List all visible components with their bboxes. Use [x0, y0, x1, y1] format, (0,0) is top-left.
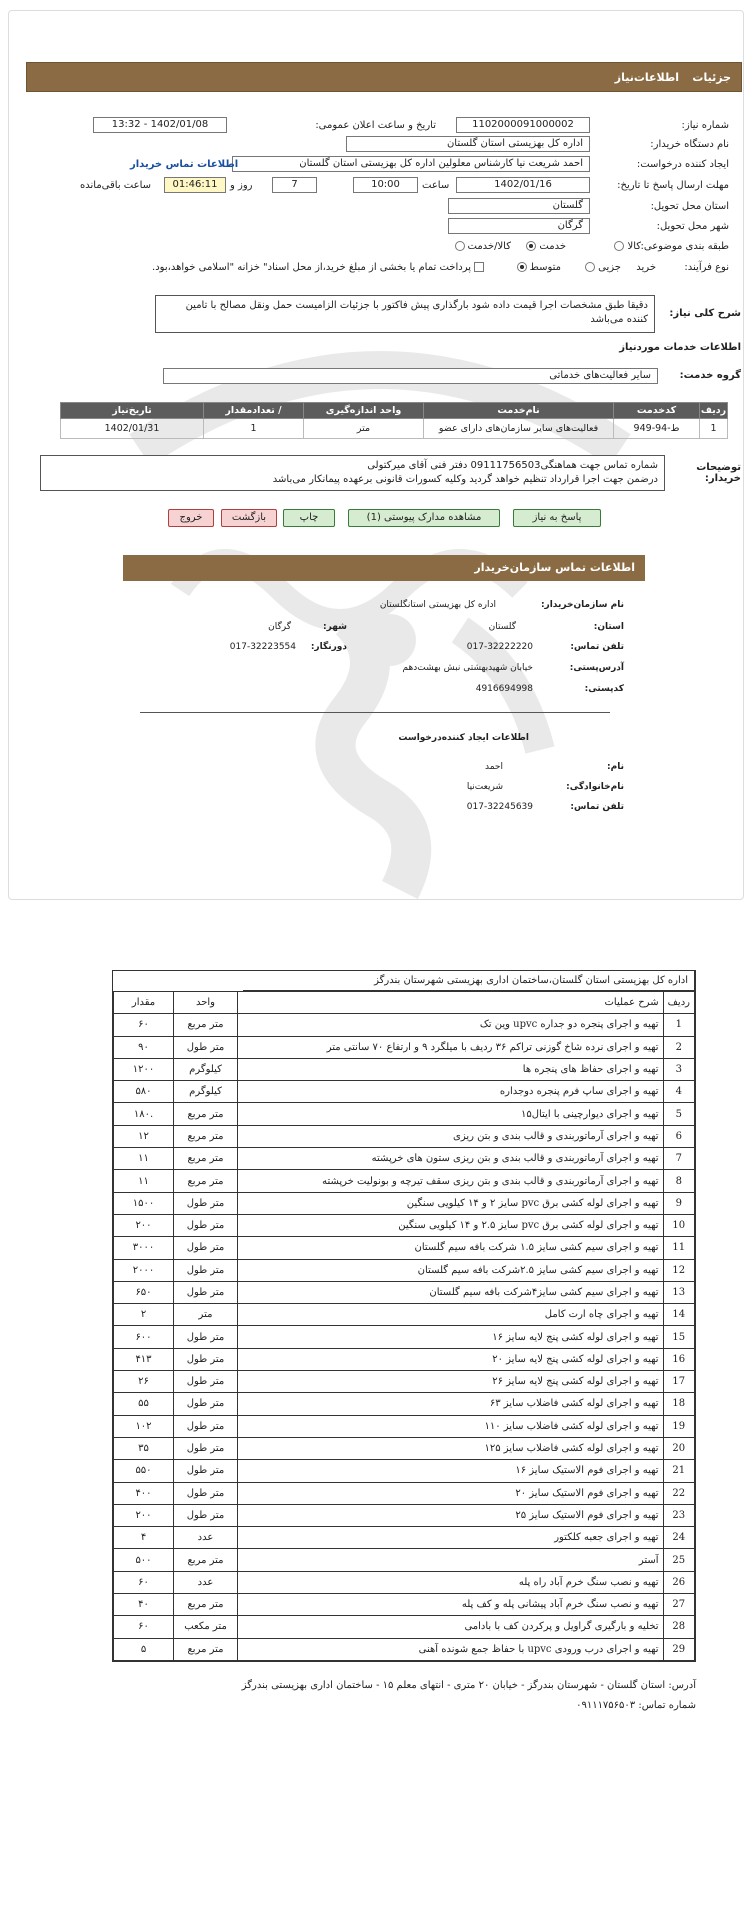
row-number: 8: [663, 1170, 694, 1192]
row-description: تهیه و اجرای لوله کشی فاضلاب سایز ۶۳: [238, 1393, 664, 1415]
row-unit: متر مربع: [174, 1148, 238, 1170]
cell-name: فعالیت‌های سایر سازمان‌های دارای عضو: [424, 419, 614, 439]
service-group-label: گروه خدمت:: [679, 370, 741, 381]
col-name: نام‌خدمت: [424, 403, 614, 419]
row-number: 2: [663, 1036, 694, 1058]
table-row: [114, 1148, 695, 1170]
row-unit: متر طول: [174, 1504, 238, 1526]
postal-label: کدپستی:: [584, 684, 624, 694]
row-unit: متر طول: [174, 1437, 238, 1459]
province-field: گلستان: [448, 198, 590, 214]
table-row: [114, 1192, 695, 1214]
org-value: اداره کل بهزیستی استانگلستان: [379, 600, 496, 610]
announce-field: 1402/01/08 - 13:32: [93, 117, 227, 133]
row-quantity: .۱۸۰: [114, 1103, 174, 1125]
row-unit: متر طول: [174, 1326, 238, 1348]
row-unit: متر مربع: [174, 1594, 238, 1616]
row-quantity: ۵۸۰: [114, 1081, 174, 1103]
attached-docs-button[interactable]: مشاهده مدارک پیوستی (1): [348, 509, 500, 527]
row-quantity: ۵۰۰: [114, 1549, 174, 1571]
phone-label: تلفن تماس:: [570, 642, 624, 652]
row-quantity: ۶۵۰: [114, 1281, 174, 1303]
row-description: تهیه و اجرای جعبه کلکتور: [238, 1527, 664, 1549]
creator-phone-label: تلفن تماس:: [570, 802, 624, 812]
row-description: تهیه و اجرای آرماتوربندی و قالب بندی و بتن ریزی سقف تیرچه و بونولیت خرپشته: [238, 1170, 664, 1192]
row-unit: متر طول: [174, 1237, 238, 1259]
family-label: نام‌خانوادگی:: [566, 782, 624, 792]
cell-row: 1: [700, 419, 728, 439]
row-unit: کیلوگرم: [174, 1081, 238, 1103]
row-number: 16: [663, 1348, 694, 1370]
scan-address: آدرس: استان گلستان - شهرستان بندرگز - خیابان ۲۰ متری - انتهای معلم ۱۵ - ساختمان اداری بهزیستی بندرگز: [241, 1680, 696, 1691]
row-description: تهیه و اجرای سیم کشی سایز ۱.۵ شرکت بافه سیم گلستان: [238, 1237, 664, 1259]
reply-button[interactable]: پاسخ به نیاز: [513, 509, 601, 527]
row-unit: عدد: [174, 1571, 238, 1593]
col-code: کدخدمت: [614, 403, 700, 419]
row-unit: متر مربع: [174, 1170, 238, 1192]
table-row: [114, 1103, 695, 1125]
creator-phone-value: 017-32245639: [466, 802, 533, 812]
col-row: ردیف: [700, 403, 728, 419]
operations-table: [113, 991, 695, 1661]
table-row: [114, 1594, 695, 1616]
row-quantity: ۱۲: [114, 1125, 174, 1147]
row-number: 21: [663, 1460, 694, 1482]
row-unit: متر مربع: [174, 1125, 238, 1147]
row-quantity: ۴۰: [114, 1594, 174, 1616]
row-quantity: ۱۱: [114, 1170, 174, 1192]
row-description: تهیه و اجرای لوله کشی برق pvc سایز ۲ و ۱۴ کیلویی سنگین: [238, 1192, 664, 1214]
fax-value: 017-32223554: [229, 642, 296, 652]
contact-section-header: [123, 555, 645, 581]
scanned-operations-table: [112, 970, 696, 1662]
table-row: [114, 1014, 695, 1036]
need-no-label: شماره نیاز:: [681, 120, 729, 131]
radio-icon[interactable]: [455, 241, 465, 251]
table-row: [114, 1259, 695, 1281]
table-row: [114, 1638, 695, 1660]
row-number: 5: [663, 1103, 694, 1125]
tab-details[interactable]: جزئیات: [692, 71, 731, 84]
deadline-date-field: 1402/01/16: [456, 177, 590, 193]
row-quantity: ۴۱۳: [114, 1348, 174, 1370]
row-quantity: ۱۱: [114, 1148, 174, 1170]
table-row: [114, 1571, 695, 1593]
row-description: تهیه و اجرای فوم الاستیک سایز ۱۶: [238, 1460, 664, 1482]
cell-date: 1402/01/31: [61, 419, 204, 439]
scan-phone: شماره تماس: ۰۹۱۱۱۷۵۶۵۰۳: [576, 1700, 696, 1711]
table-row: [114, 1281, 695, 1303]
col-desc: شرح عملیات: [238, 992, 664, 1014]
row-number: 4: [663, 1081, 694, 1103]
row-quantity: ۴: [114, 1527, 174, 1549]
row-number: 29: [663, 1638, 694, 1660]
row-number: 11: [663, 1237, 694, 1259]
row-description: تهیه و اجرای سیم کشی سایز ۲.۵شرکت بافه سیم گلستان: [238, 1259, 664, 1281]
city-c-value: گرگان: [268, 622, 291, 632]
creator-section-title: اطلاعات ایجاد کننده‌درخواست: [398, 733, 529, 743]
row-number: 17: [663, 1371, 694, 1393]
row-unit: متر مربع: [174, 1103, 238, 1125]
province-c-value: گلستان: [488, 622, 516, 632]
org-label: نام سازمان‌خریدار:: [540, 600, 624, 610]
row-number: 3: [663, 1058, 694, 1080]
category-both-option[interactable]: کالا/خدمت: [452, 241, 512, 252]
divider: [140, 712, 610, 713]
row-unit: متر طول: [174, 1415, 238, 1437]
description-label: شرح کلی نیاز:: [669, 308, 741, 319]
row-description: آستر: [238, 1549, 664, 1571]
checkbox-icon[interactable]: [474, 262, 484, 272]
row-description: تخلیه و بارگیری گراویل و پرکردن کف با بادامی: [238, 1616, 664, 1638]
row-quantity: ۶۰: [114, 1571, 174, 1593]
print-button[interactable]: چاپ: [283, 509, 335, 527]
row-number: 10: [663, 1214, 694, 1236]
row-number: 1: [663, 1014, 694, 1036]
table-row: [114, 1170, 695, 1192]
creator-label: ایجاد کننده درخواست:: [636, 159, 729, 170]
row-number: 9: [663, 1192, 694, 1214]
days-field: 7: [272, 177, 317, 193]
row-description: تهیه و اجرای نرده شاخ گوزنی تراکم ۳۶ ردیف با میلگرد ۹ و ارتفاع ۷۰ سانتی متر: [238, 1036, 664, 1058]
row-quantity: ۱۵۰۰: [114, 1192, 174, 1214]
address-label: آدرس‌پستی:: [569, 663, 624, 673]
service-group-field: سایر فعالیت‌های خدماتی: [163, 368, 658, 384]
col-unit: واحد اندازه‌گیری: [304, 403, 424, 419]
need-no-field: 1102000091000002: [456, 117, 590, 133]
process-partial-option[interactable]: جزیی: [582, 262, 621, 273]
col-date: تاریخ‌نیاز: [61, 403, 204, 419]
row-description: تهیه و اجرای فوم الاستیک سایز ۲۰: [238, 1482, 664, 1504]
announce-label: تاریخ و ساعت اعلان عمومی:: [315, 120, 436, 131]
row-description: تهیه و نصب سنگ خرم آباد پیشانی پله و کف پله: [238, 1594, 664, 1616]
row-description: تهیه و اجرای فوم الاستیک سایز ۲۵: [238, 1504, 664, 1526]
row-unit: متر مربع: [174, 1014, 238, 1036]
remaining-label: ساعت باقی‌مانده: [80, 180, 152, 191]
category-label: طبقه بندی موضوعی:: [640, 241, 729, 252]
row-number: 26: [663, 1571, 694, 1593]
category-goods-option[interactable]: کالا: [611, 241, 641, 252]
row-description: تهیه و اجرای ساپ فرم پنجره دوجداره: [238, 1081, 664, 1103]
row-unit: متر طول: [174, 1281, 238, 1303]
row-quantity: ۳۵: [114, 1437, 174, 1459]
name-label: نام:: [607, 762, 624, 772]
radio-selected-icon[interactable]: [526, 241, 536, 251]
table-row: [114, 1371, 695, 1393]
row-number: 7: [663, 1148, 694, 1170]
row-unit: متر طول: [174, 1348, 238, 1370]
row-unit: متر مربع: [174, 1549, 238, 1571]
row-description: تهیه و اجرای لوله کشی برق pvc سایز ۲.۵ و ۱۴ کیلویی سنگین: [238, 1214, 664, 1236]
row-number: 25: [663, 1549, 694, 1571]
city-label: شهر محل تحویل:: [656, 221, 729, 232]
row-unit: کیلوگرم: [174, 1058, 238, 1080]
cell-qty: 1: [204, 419, 304, 439]
buyer-contact-link[interactable]: اطلاعات تماس خریدار: [130, 159, 239, 170]
process-buy-value: خرید: [636, 262, 656, 273]
row-unit: متر طول: [174, 1259, 238, 1281]
table-row: [114, 1214, 695, 1236]
table-row: [114, 1549, 695, 1571]
row-number: 27: [663, 1594, 694, 1616]
row-number: 23: [663, 1504, 694, 1526]
process-medium-option[interactable]: متوسط: [514, 262, 561, 273]
province-label: استان محل تحویل:: [650, 201, 729, 212]
row-description: تهیه و اجرای لوله کشی پنج لایه سایز ۱۶: [238, 1326, 664, 1348]
row-quantity: ۴۰۰: [114, 1482, 174, 1504]
row-description: تهیه و نصب سنگ خرم آباد راه پله: [238, 1571, 664, 1593]
row-quantity: ۲۰۰: [114, 1214, 174, 1236]
table-row: [61, 419, 728, 439]
row-number: 22: [663, 1482, 694, 1504]
table-row: [114, 1504, 695, 1526]
table-row: [114, 1460, 695, 1482]
table-row: [114, 1393, 695, 1415]
row-number: 19: [663, 1415, 694, 1437]
cell-unit: متر: [304, 419, 424, 439]
postal-value: 4916694998: [475, 684, 533, 694]
row-number: 20: [663, 1437, 694, 1459]
table-row: [114, 1036, 695, 1058]
exit-button[interactable]: خروج: [168, 509, 214, 527]
row-description: تهیه و اجرای لوله کشی فاضلاب سایز ۱۱۰: [238, 1415, 664, 1437]
table-row: [114, 1326, 695, 1348]
row-quantity: ۱۰۲: [114, 1415, 174, 1437]
cell-code: ط-94-949: [614, 419, 700, 439]
table-row: [114, 1058, 695, 1080]
row-description: تهیه و اجرای درب ورودی upvc با حفاظ جمع شونده آهنی: [238, 1638, 664, 1660]
buyer-notes-label: توضیحات خریدار:: [696, 462, 741, 484]
payment-option[interactable]: پرداخت تمام یا بخشی از مبلغ خرید،از محل اسناد" خزانه "اسلامی خواهد،بود.: [152, 262, 487, 273]
name-value: احمد: [485, 762, 503, 772]
table-row: [114, 1348, 695, 1370]
row-quantity: ۵۵۰: [114, 1460, 174, 1482]
scan-header: اداره کل بهزیستی استان گلستان،ساختمان اداری بهزیستی شهرستان بندرگز: [243, 971, 695, 991]
row-description: تهیه و اجرای پنجره دو جداره upvc وین تک: [238, 1014, 664, 1036]
col-qty: مقدار: [114, 992, 174, 1014]
process-label: نوع فرآیند:: [684, 262, 729, 273]
deadline-label: مهلت ارسال پاسخ تا تاریخ:: [617, 180, 729, 191]
row-unit: متر طول: [174, 1192, 238, 1214]
buyer-notes-line2: درضمن جهت اجرا قرارداد تنظیم خواهد گردید وکلیه کسورات قانونی برعهده پیمانکار می‌باشد: [272, 474, 658, 485]
row-description: تهیه و اجرای لوله کشی پنج لایه سایز ۲۰: [238, 1348, 664, 1370]
days-label: روز و: [230, 180, 253, 191]
row-number: 6: [663, 1125, 694, 1147]
buyer-field: اداره کل بهزیستی استان گلستان: [346, 136, 590, 152]
buyer-label: نام دستگاه خریدار:: [650, 139, 729, 150]
creator-field: احمد شریعت نیا کارشناس معلولین اداره کل بهزیستی استان گلستان: [232, 156, 590, 172]
row-description: تهیه و اجرای سیم کشی سایز۴شرکت بافه سیم گلستان: [238, 1281, 664, 1303]
table-header-row: [114, 992, 695, 1014]
col-qty: / تعدادمقدار: [204, 403, 304, 419]
buyer-notes-line1: شماره تماس جهت هماهنگی09111756503 دفتر فنی آقای میرکتولی: [367, 460, 658, 471]
table-row: [114, 1616, 695, 1638]
phone-value: 017-32222220: [466, 642, 533, 652]
row-quantity: ۹۰: [114, 1036, 174, 1058]
family-value: شریعت‌نیا: [466, 782, 503, 792]
city-field: گرگان: [448, 218, 590, 234]
row-description: تهیه و اجرای دیوارچینی با ایتال۱۵: [238, 1103, 664, 1125]
row-number: 24: [663, 1527, 694, 1549]
radio-selected-icon[interactable]: [517, 262, 527, 272]
table-row: [114, 1482, 695, 1504]
row-description: تهیه و اجرای چاه ارت کامل: [238, 1304, 664, 1326]
row-number: 14: [663, 1304, 694, 1326]
province-c-label: استان:: [593, 622, 624, 632]
row-quantity: ۶۰: [114, 1014, 174, 1036]
top-tab-bar: [26, 62, 742, 92]
deadline-time-field: 10:00: [353, 177, 418, 193]
row-quantity: ۲: [114, 1304, 174, 1326]
table-row: [114, 1527, 695, 1549]
category-service-option[interactable]: خدمت: [523, 241, 566, 252]
row-quantity: ۵: [114, 1638, 174, 1660]
buyer-notes-box: [40, 455, 665, 491]
row-description: تهیه و اجرای لوله کشی پنج لایه سایز ۲۶: [238, 1371, 664, 1393]
row-unit: متر طول: [174, 1371, 238, 1393]
table-row: [114, 1415, 695, 1437]
row-description: تهیه و اجرای حفاظ های پنجره ها: [238, 1058, 664, 1080]
table-row: [114, 1437, 695, 1459]
services-table: [60, 402, 728, 439]
row-quantity: ۶۰۰: [114, 1326, 174, 1348]
row-quantity: ۲۶: [114, 1371, 174, 1393]
row-quantity: ۵۵: [114, 1393, 174, 1415]
row-unit: متر طول: [174, 1393, 238, 1415]
back-button[interactable]: بازگشت: [221, 509, 277, 527]
row-number: 18: [663, 1393, 694, 1415]
col-row: ردیف: [663, 992, 694, 1014]
row-quantity: ۳۰۰۰: [114, 1237, 174, 1259]
deadline-time-label: ساعت: [422, 180, 450, 191]
row-unit: متر طول: [174, 1460, 238, 1482]
description-box: دقیقا طبق مشخصات اجرا قیمت داده شود بارگذاری پیش فاکتور با جزئیات الزامیست حمل ونقل مصالح با تامین کننده می‌باشد: [155, 295, 655, 333]
services-title: اطلاعات خدمات موردنیاز: [619, 342, 741, 353]
row-unit: متر: [174, 1304, 238, 1326]
row-unit: متر طول: [174, 1036, 238, 1058]
row-description: تهیه و اجرای لوله کشی فاضلاب سایز ۱۲۵: [238, 1437, 664, 1459]
row-unit: متر طول: [174, 1482, 238, 1504]
row-description: تهیه و اجرای آرماتوربندی و قالب بندی و بتن ریزی ستون های خرپشته: [238, 1148, 664, 1170]
row-number: 13: [663, 1281, 694, 1303]
address-value: خیابان شهید‌بهشتی نبش بهشت‌دهم: [402, 663, 533, 673]
col-unit: واحد: [174, 992, 238, 1014]
row-unit: متر مکعب: [174, 1616, 238, 1638]
fax-label: دورنگار:: [310, 642, 347, 652]
row-quantity: ۲۰۰۰: [114, 1259, 174, 1281]
tab-need-info[interactable]: اطلاعات‌نیاز: [614, 71, 679, 84]
row-quantity: ۲۰۰: [114, 1504, 174, 1526]
row-unit: عدد: [174, 1527, 238, 1549]
table-row: [114, 1304, 695, 1326]
table-row: [114, 1081, 695, 1103]
contact-title: اطلاعات تماس سازمان‌خریدار: [474, 561, 635, 574]
table-row: [114, 1237, 695, 1259]
city-c-label: شهر:: [323, 622, 347, 632]
radio-icon[interactable]: [585, 262, 595, 272]
row-description: تهیه و اجرای آرماتوربندی و قالب بندی و بتن ریزی: [238, 1125, 664, 1147]
row-number: 15: [663, 1326, 694, 1348]
table-row: [114, 1125, 695, 1147]
remaining-time-field: 01:46:11: [164, 177, 226, 193]
row-unit: متر طول: [174, 1214, 238, 1236]
row-number: 28: [663, 1616, 694, 1638]
row-unit: متر مربع: [174, 1638, 238, 1660]
radio-icon[interactable]: [614, 241, 624, 251]
row-number: 12: [663, 1259, 694, 1281]
row-quantity: ۱۲۰۰: [114, 1058, 174, 1080]
row-quantity: ۶۰: [114, 1616, 174, 1638]
